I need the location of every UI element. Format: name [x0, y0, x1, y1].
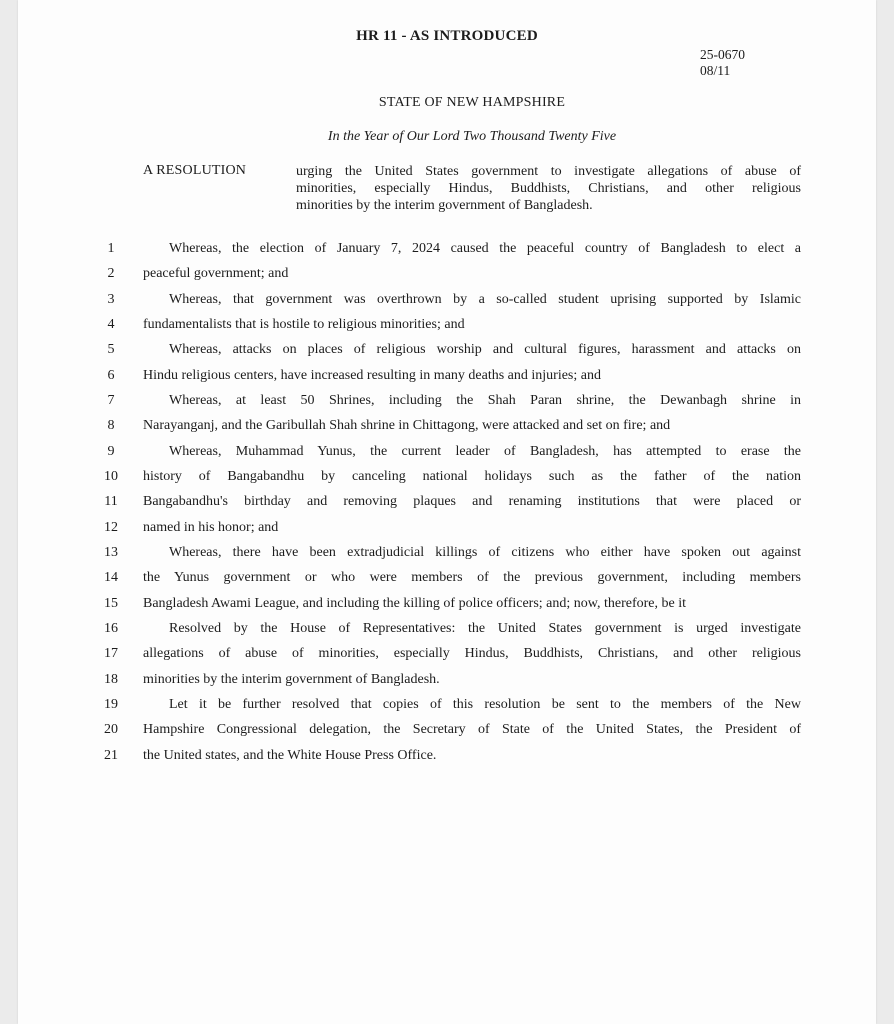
line-text: history of Bangabandhu by canceling national holidays such as the father of the nation	[143, 469, 801, 484]
line-text: Whereas, the election of January 7, 2024 caused the peaceful country of Bangladesh to elect a	[169, 241, 801, 256]
line-text: the Yunus government or who were members of the previous government, including members	[143, 570, 801, 585]
line-number: 14	[104, 570, 118, 585]
line-number: 19	[104, 697, 118, 712]
line-text: named in his honor; and	[143, 520, 279, 535]
line-text: Resolved by the House of Representatives: the United States government is urged investigate	[169, 621, 801, 636]
line-text: Whereas, at least 50 Shrines, including the Shah Paran shrine, the Dewanbagh shrine in	[169, 393, 801, 408]
line-text: fundamentalists that is hostile to religious minorities; and	[143, 317, 465, 332]
line-number: 18	[104, 672, 118, 687]
year-heading: In the Year of Our Lord Two Thousand Twenty Five	[327, 129, 617, 144]
resolution-label: A RESOLUTION	[143, 163, 247, 178]
line-text: Let it be further resolved that copies of this resolution be sent to the members of the New	[169, 697, 801, 712]
document-date-code: 08/11	[700, 63, 731, 78]
resolution-summary	[296, 163, 801, 214]
line-number: 3	[107, 292, 115, 307]
lsr-number: 25-0670	[700, 47, 745, 62]
line-number: 13	[104, 545, 118, 560]
line-number: 20	[104, 722, 118, 737]
resolution-summary-line: minorities, especially Hindus, Buddhists, Christians, and other religious	[296, 181, 801, 196]
line-text: Bangabandhu's birthday and removing plaques and renaming institutions that were placed or	[143, 494, 801, 509]
line-text: Hampshire Congressional delegation, the Secretary of State of the United States, the President of	[143, 722, 801, 737]
line-number: 10	[104, 469, 118, 484]
line-text: Bangladesh Awami League, and including the killing of police officers; and; now, therefore, be it	[143, 596, 686, 611]
resolution-summary-line: urging the United States government to investigate allegations of abuse of	[296, 164, 801, 179]
line-text: the United states, and the White House Press Office.	[143, 748, 437, 763]
line-number: 11	[104, 494, 118, 509]
resolution-summary-line: minorities by the interim government of Bangladesh.	[296, 198, 593, 213]
line-text: Whereas, there have been extradjudicial killings of citizens who either have spoken out against	[169, 545, 801, 560]
line-text: peaceful government; and	[143, 266, 289, 281]
state-heading: STATE OF NEW HAMPSHIRE	[378, 95, 566, 110]
line-text: Whereas, that government was overthrown by a so-called student uprising supported by Islamic	[169, 292, 801, 307]
line-text: Whereas, Muhammad Yunus, the current leader of Bangladesh, has attempted to erase the	[169, 444, 801, 459]
line-text: allegations of abuse of minorities, especially Hindus, Buddhists, Christians, and other religious	[143, 646, 801, 661]
line-number: 4	[107, 317, 115, 332]
line-number: 7	[107, 393, 115, 408]
line-number: 2	[107, 266, 115, 281]
document-page	[18, 0, 876, 1024]
line-text: minorities by the interim government of Bangladesh.	[143, 672, 440, 687]
line-number: 16	[104, 621, 118, 636]
line-text: Hindu religious centers, have increased resulting in many deaths and injuries; and	[143, 368, 601, 383]
document-title: HR 11 - AS INTRODUCED	[356, 28, 538, 44]
line-number: 21	[104, 748, 118, 763]
line-number: 15	[104, 596, 118, 611]
document-code	[700, 47, 745, 79]
line-text: Whereas, attacks on places of religious worship and cultural figures, harassment and attacks on	[169, 342, 801, 357]
line-number: 12	[104, 520, 118, 535]
line-number: 9	[107, 444, 115, 459]
line-number: 5	[107, 342, 115, 357]
line-number: 1	[107, 241, 115, 256]
line-number: 17	[104, 646, 118, 661]
line-text: Narayanganj, and the Garibullah Shah shrine in Chittagong, were attacked and set on fire; and	[143, 418, 671, 433]
line-number: 6	[107, 368, 115, 383]
line-number: 8	[107, 418, 115, 433]
